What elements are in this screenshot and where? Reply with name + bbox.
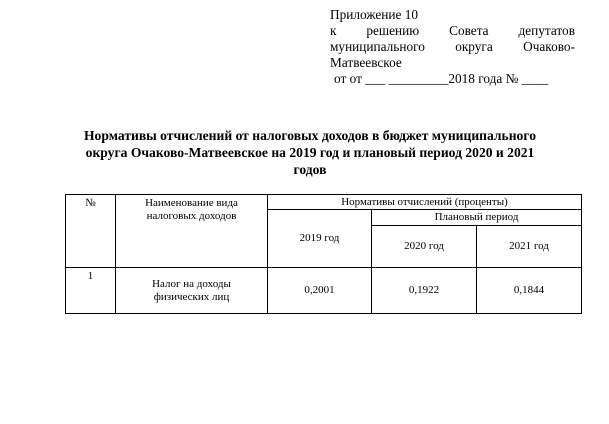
appendix-word: депутатов [518, 23, 575, 38]
header-year-2021: 2021 год [477, 226, 582, 268]
appendix-decision-line [330, 23, 575, 39]
table-row [66, 268, 582, 314]
row-number: 1 [66, 268, 116, 314]
appendix-title: Приложение 10 [330, 7, 418, 22]
title-line: Нормативы отчислений от налоговых доходов в бюджет муниципального [83, 128, 536, 143]
row-value-2019: 0,2001 [268, 268, 372, 314]
appendix-district-line [330, 39, 575, 55]
row-income-type: Налог на доходы физических лиц [116, 268, 268, 314]
appendix-word: Очаково- [523, 39, 575, 54]
row-value-2020: 0,1922 [372, 268, 477, 314]
appendix-word: муниципального [330, 39, 425, 54]
header-number: № [66, 195, 116, 268]
document-title [40, 127, 580, 178]
title-line: округа Очаково-Матвеевское на 2019 год и плановый период 2020 и 2021 [85, 145, 535, 160]
header-norms: Нормативы отчислений (проценты) [268, 195, 582, 210]
header-year-2019: 2019 год [268, 210, 372, 268]
appendix-block [330, 7, 575, 87]
table-header-row [66, 195, 582, 210]
appendix-district-name: Матвеевское [330, 55, 402, 70]
header-planned-period: Плановый период [372, 210, 582, 226]
appendix-word: решению [366, 23, 420, 38]
appendix-date-line: от от ___ _________2018 года № ____ [334, 71, 549, 86]
title-line: годов [293, 162, 327, 177]
appendix-word: Совета [449, 23, 489, 38]
header-income-type: Наименование вида налоговых доходов [116, 195, 268, 268]
norms-table [65, 194, 582, 314]
header-year-2020: 2020 год [372, 226, 477, 268]
row-value-2021: 0,1844 [477, 268, 582, 314]
appendix-word: округа [455, 39, 493, 54]
appendix-word: к [330, 23, 337, 38]
